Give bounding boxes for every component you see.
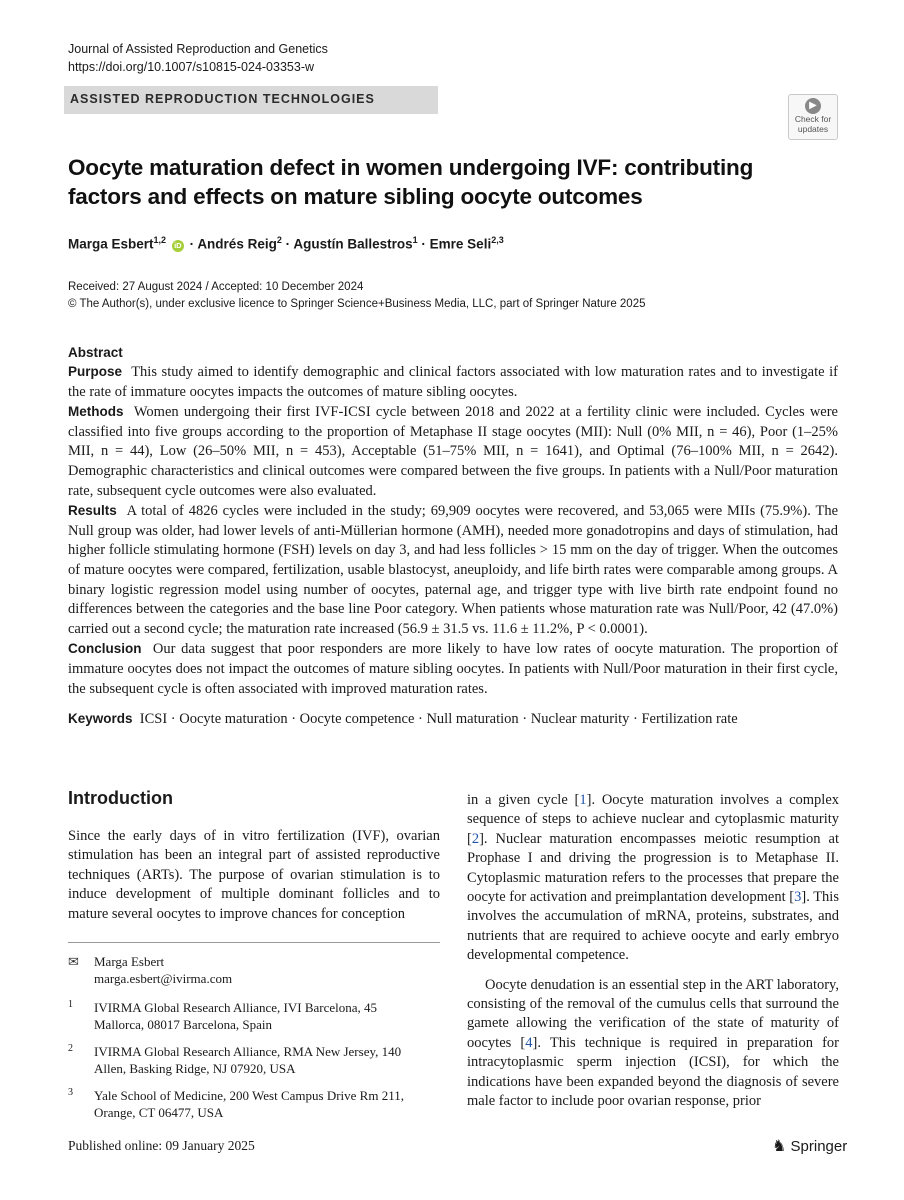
author-affiliation-sup: 1 bbox=[412, 235, 418, 245]
citation-link[interactable]: 4 bbox=[525, 1034, 533, 1051]
author-affiliation-sup: 1,2 bbox=[153, 235, 167, 245]
intro-right-column bbox=[467, 791, 839, 1112]
purpose-label: Purpose bbox=[68, 364, 123, 379]
affiliation-number: 3 bbox=[68, 1087, 73, 1098]
text-run: in a given cycle [ bbox=[467, 792, 580, 808]
abstract-conclusion bbox=[68, 639, 838, 699]
author-list bbox=[68, 235, 504, 252]
keywords-text: ICSI · Oocyte maturation · Oocyte competence · Null maturation · Nuclear maturity · Fertilization rate bbox=[139, 711, 738, 728]
methods-label: Methods bbox=[68, 404, 124, 420]
intro-left-column bbox=[68, 827, 440, 924]
check-for-updates-label-1: Check for bbox=[794, 114, 832, 124]
citation-link[interactable]: 1 bbox=[579, 792, 587, 808]
author-separator: · bbox=[185, 236, 198, 252]
affiliation-line: IVIRMA Global Research Alliance, RMA New Jersey, 140 bbox=[94, 1044, 402, 1059]
article-title: Oocyte maturation defect in women undergoing IVF: contributing factors and effects on mature sibling oocyte outcomes bbox=[68, 155, 754, 209]
correspondence-email[interactable]: marga.esbert@ivirma.com bbox=[94, 971, 233, 986]
abstract bbox=[68, 344, 838, 730]
publication-dates bbox=[68, 279, 646, 313]
author-name[interactable]: Emre Seli bbox=[429, 236, 492, 252]
conclusion-text: Our data suggest that poor responders are more likely to have low rates of oocyte maturation. The proportion of immature oocytes does not impact the outcomes of mature sibling oocytes. In patients with Null/Poor maturation in their first cycle, the subsequent cycle is often associated with improved maturation rates. bbox=[68, 641, 838, 697]
publisher-logo bbox=[772, 1136, 847, 1156]
author-name[interactable]: Marga Esbert bbox=[68, 236, 154, 252]
author-affiliation-sup: 2,3 bbox=[491, 235, 504, 245]
affiliation bbox=[68, 1043, 440, 1077]
citation-link[interactable]: 3 bbox=[794, 889, 802, 906]
results-text: A total of 4826 cycles were included in the study; 69,909 oocytes were recovered, and 53,065 were MIIs (75.9%). The Null group was older, had lower levels of anti-Müllerian hormone (AMH), needed more gonadotropins and days of stimulation, had higher follicle stimulating hormone (FSH) levels on day 3, and had less follicles > 15 mm on the day of trigger. When the outcomes of mature oocytes were compared, fertilization, usable blastocyst, aneuploidy, and life birth rates were comparable among groups. A binary logistic regression model using number of oocytes, paternal age, and trigger type with live birth rate endpoint found no differences between the categories and the base line Poor category. When patients whose maturation rate was Null/Poor, 42 (47.0%) carried out a second cycle; the maturation rate increased (56.9 ± 31.5 vs. 11.6 ± 11.2%, P < 0.0001). bbox=[68, 503, 839, 637]
abstract-heading: Abstract bbox=[68, 345, 123, 360]
abstract-results bbox=[68, 501, 838, 639]
check-for-updates-button[interactable] bbox=[788, 94, 838, 140]
abstract-methods bbox=[68, 402, 838, 501]
author-affiliation-sup: 2 bbox=[276, 235, 282, 245]
introduction-heading: Introduction bbox=[68, 788, 173, 808]
doi-link[interactable]: https://doi.org/10.1007/s10815-024-03353-w bbox=[68, 60, 315, 74]
check-for-updates-label-2: updates bbox=[797, 124, 829, 134]
text-run: ]. This technique is required in preparation for intracytoplasmic sperm injection (ICSI), for which the indications have been expanded beyond the diagnosis of severe male factor to include poor ovarian response, prior bbox=[467, 1034, 839, 1110]
section-label: ASSISTED REPRODUCTION TECHNOLOGIES bbox=[70, 92, 375, 106]
citation-link[interactable]: 2 bbox=[471, 830, 480, 847]
author-name[interactable]: Andrés Reig bbox=[197, 236, 277, 252]
affiliation bbox=[68, 1087, 440, 1121]
keywords bbox=[68, 709, 838, 730]
springer-logo-icon: ♞ bbox=[772, 1138, 787, 1155]
correspondence-name: Marga Esbert bbox=[94, 954, 165, 969]
text-run: ]. Nuclear maturation encompasses meiotic resumption at Prophase I and driving the progression is to Metaphase II. Cytoplasmic maturation refers to the processes that prepare the oocyte for activation and preimplantation development [ bbox=[467, 830, 839, 906]
correspondence-block bbox=[68, 953, 440, 1121]
results-label: Results bbox=[68, 503, 117, 519]
footnote-divider bbox=[68, 942, 440, 943]
affiliation-number: 1 bbox=[68, 999, 73, 1010]
conclusion-label: Conclusion bbox=[68, 641, 142, 657]
abstract-purpose bbox=[68, 362, 838, 402]
journal-header bbox=[68, 40, 328, 76]
envelope-icon: ✉ bbox=[68, 954, 79, 969]
affiliation-line: Mallorca, 08017 Barcelona, Spain bbox=[94, 1017, 272, 1032]
intro-paragraph bbox=[467, 791, 839, 966]
affiliation-line: Orange, CT 06477, USA bbox=[94, 1105, 224, 1120]
intro-paragraph: Since the early days of in vitro fertilization (IVF), ovarian stimulation has been an integral part of assisted reproductive techniques (ARTs). The purpose of ovarian stimulation is to induce development of multiple dominant follicles and to mature several oocytes to improve chances for conception bbox=[68, 828, 440, 922]
intro-paragraph bbox=[467, 976, 839, 1112]
author-name[interactable]: Agustín Ballestros bbox=[293, 236, 413, 252]
copyright: © The Author(s), under exclusive licence to Springer Science+Business Media, LLC, part of Springer Nature 2025 bbox=[68, 298, 646, 310]
affiliation bbox=[68, 999, 440, 1033]
affiliation-line: Yale School of Medicine, 200 West Campus Drive Rm 211, bbox=[94, 1088, 404, 1103]
journal-name: Journal of Assisted Reproduction and Genetics bbox=[68, 42, 328, 56]
affiliation-line: IVIRMA Global Research Alliance, IVI Barcelona, 45 bbox=[94, 1000, 378, 1015]
methods-text: Women undergoing their first IVF-ICSI cycle between 2018 and 2022 at a fertility clinic were included. Cycles were classified into five groups according to the proportion of Metaphase II stage oocytes (MII): Null (0% MII, n = 46), Poor (1–25% MII, n = 44), Low (26–50% MII, n = 453), Acceptable (51–75% MII, n = 1641), and Optimal (76–100% MII, n = 2642). Demographic characteristics and clinical outcomes were compared between the five groups. In patients with a Null/Poor maturation rate, subsequent cycle outcomes were also evaluated. bbox=[68, 404, 838, 499]
author-separator: · bbox=[281, 236, 294, 252]
check-for-updates-icon: ▶ bbox=[805, 98, 821, 114]
purpose-text: This study aimed to identify demographic and clinical factors associated with low maturation rates and to investigate if the rate of immature oocytes impacts the outcomes of mature sibling oocytes. bbox=[68, 364, 839, 400]
author-separator: · bbox=[417, 236, 430, 252]
text-run: ]. Oocyte maturation involves a complex sequence of steps to achieve nuclear and cytoplasmic maturity [ bbox=[467, 792, 840, 847]
orcid-icon[interactable]: iD bbox=[172, 240, 184, 252]
text-run: Oocyte denudation is an essential step in the ART laboratory, consisting of the removal of the cumulus cells that surround the gamete allowing the verification of the state of maturity of oocytes [ bbox=[467, 976, 839, 1051]
text-run: ]. This involves the accumulation of mRNA, proteins, substrates, and nutrients that are required to achieve oocyte and early embryo developmental competence. bbox=[467, 889, 839, 964]
affiliation-number: 2 bbox=[68, 1043, 73, 1054]
affiliation-line: Allen, Basking Ridge, NJ 07920, USA bbox=[94, 1061, 296, 1076]
publisher-name: Springer bbox=[790, 1138, 848, 1155]
keywords-label: Keywords bbox=[68, 711, 133, 727]
published-online: Published online: 09 January 2025 bbox=[68, 1138, 255, 1153]
received-accepted: Received: 27 August 2024 / Accepted: 10 December 2024 bbox=[68, 281, 364, 293]
